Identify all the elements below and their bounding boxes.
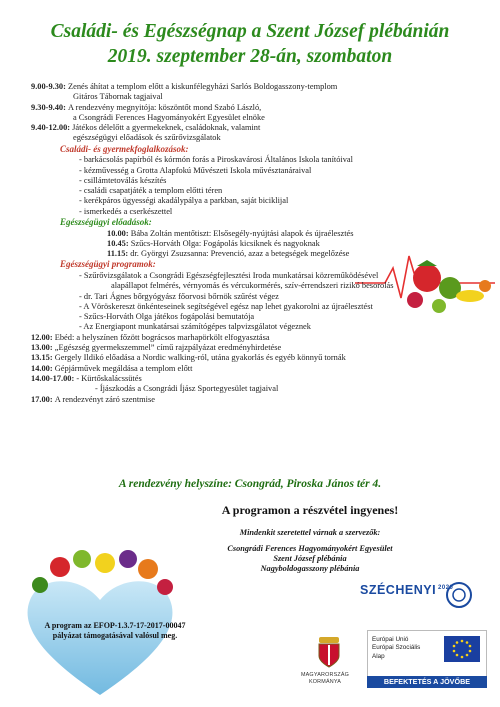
list-item: - kerékpáros ügyességi akadálypálya a parkban, saját biciklijal	[79, 196, 289, 206]
list-item: - Szűcs-Horváth Olga játékos fogápolási bemutatója	[79, 312, 255, 322]
program-time: 13.00:	[31, 343, 53, 353]
program-item	[31, 395, 486, 405]
program-time: 13.15:	[31, 353, 53, 363]
gov-line: KORMÁNYA	[308, 678, 342, 685]
program-text: A rendezvényt záró szentmise	[54, 394, 155, 404]
eu-flag-icon	[444, 636, 480, 662]
program-time: 9.30-9.40:	[31, 102, 66, 112]
list-item: - dr. Tari Ágnes bőrgyógyász főorvosi bőrnök szűrést végez	[79, 291, 279, 301]
list-item: - ismerkedés a cserkészettel	[79, 206, 173, 216]
list-item: - barkácsolás papírból és kórmón forás a Piroskavárosi Általános Iskola tanítóival	[79, 155, 353, 165]
program-text: Zenés áhítat a templom előtt a kiskunfélegyházi Sarlós Boldogasszony-templom	[67, 82, 338, 91]
program-text: Ebéd: a helyszínen főzött bográcsos marhapörkölt elfogyasztása	[54, 332, 270, 342]
program-time: 12.00:	[31, 332, 53, 342]
lecture-time: 10.00:	[107, 228, 129, 238]
program-item	[31, 343, 486, 353]
organizer: Nagyboldogasszony plébánia	[260, 564, 360, 574]
program-item	[31, 364, 486, 374]
szechenyi-year: 2020	[438, 584, 454, 591]
program-time: 14.00-17.00:	[31, 373, 75, 383]
section-heading-lectures: Egészségügyi előadások:	[60, 217, 152, 228]
program-time: 9.00-9.30:	[31, 82, 66, 91]
list-item: - kézművesség a Grotta Alapfokú Művészeti Iskola művésztanáraival	[79, 165, 312, 175]
lecture-text: Bába Zoltán mentőtiszt: Elsősegély-nyújtási alapok és újraélesztés	[130, 228, 354, 238]
lecture-item	[31, 239, 486, 249]
program-text: A rendezvény megnyitója: köszöntőt mond Szabó László,	[67, 102, 262, 112]
event-location: A rendezvény helyszíne: Csongrád, Piroska János tér 4.	[118, 478, 382, 490]
event-title: Családi- és Egészségnap a Szent József plébánián	[50, 21, 450, 42]
welcome-text: Mindenkit szeretettel várnak a szervezők:	[239, 528, 381, 537]
event-date: 2019. szeptember 28-án, szombaton	[107, 46, 393, 67]
list-item: - Szűrővizsgálatok a Csongrádi Egészségfejlesztési Iroda munkatársai közreműködésével	[79, 270, 379, 280]
program-list	[31, 82, 486, 405]
program-item	[31, 123, 486, 133]
program-text: Gitáros Tábornak tagjaival	[73, 92, 163, 102]
eu-text	[372, 636, 420, 661]
szechenyi-logo	[360, 583, 453, 597]
lecture-text: dr. Györgyi Zsuzsanna: Prevenció, azaz a betegségek megelőzése	[130, 249, 350, 259]
government-logo-text	[290, 672, 360, 685]
list-item: - családi csapatjáték a templom előtti téren	[79, 186, 223, 196]
section-heading-health: Egészségügyi programok:	[60, 259, 156, 270]
program-text: a Csongrádi Ferences Hagyományokért Egyesület elnöke	[73, 112, 265, 122]
eu-line: Alap	[372, 652, 385, 660]
program-item	[31, 333, 486, 343]
eu-line: Európai Szociális	[372, 644, 421, 652]
eu-line: Európai Unió	[372, 636, 409, 643]
lecture-time: 10.45:	[107, 238, 129, 248]
list-item: - A Vöröskereszt önkénteseinek segítségével egész nap lehet gyakorolni az újraélesztést	[79, 301, 373, 311]
program-item	[31, 103, 486, 113]
program-text: Gergely Ildikó előadása a Nordic walking-ról, utána gyakorlás és egyéb könnyű tornák	[54, 353, 346, 363]
program-text: - Kürtőskalácssütés	[76, 373, 142, 383]
program-item	[31, 374, 486, 384]
section-heading-family: Családi- és gyermekfoglalkozások:	[60, 143, 189, 154]
hungary-crest-icon	[316, 636, 342, 668]
program-text: - Íjászkodás a Csongrádi Íjász Sportegyesület tagjaival	[95, 384, 279, 394]
program-text: „Egészség gyermekszemmel” című rajzpályázat eredményhirdetése	[54, 343, 282, 353]
lecture-item	[31, 249, 486, 259]
szechenyi-circle-icon	[444, 580, 474, 610]
lecture-item	[31, 229, 486, 239]
free-entry-notice: A programon a részvétel ingyenes!	[221, 503, 399, 517]
program-time: 9.40-12.00:	[31, 123, 71, 133]
program-text: Gépjárművek megáldása a templom előtt	[54, 363, 193, 373]
list-item: - Az Energiapont munkatársai számítógépes talpvizsgálatot végeznek	[79, 322, 311, 332]
list-item: alapállapot felmérés, vérnyomás és vércukormérés, szív-érrendszeri rizikó besorolás	[111, 281, 394, 291]
program-time: 17.00:	[31, 394, 53, 404]
funding-notice: A program az EFOP-1.3.7-17-2017-00047 pályázat támogatásával valósul meg.	[44, 621, 186, 640]
eu-logo	[367, 630, 487, 680]
list-item: - csillámtetoválás készítés	[79, 175, 167, 185]
investment-band: BEFEKTETÉS A JÖVŐBE	[367, 676, 487, 688]
szechenyi-text: SZÉCHENYI	[360, 583, 437, 597]
organizer: Csongrádi Ferences Hagyományokért Egyesület	[227, 544, 393, 553]
lecture-time: 11.15:	[107, 249, 129, 259]
program-text: Játékos délelőtt a gyermekeknek, családoknak, valamint	[72, 123, 261, 133]
organizer: Szent József plébánia	[273, 554, 347, 564]
program-item	[31, 82, 486, 92]
lecture-text: Szűcs-Horváth Olga: Fogápolás kicsiknek és nagyoknak	[130, 238, 320, 248]
program-item	[31, 353, 486, 363]
program-text: egészségügyi előadások és szűrővizsgálatok	[73, 133, 221, 143]
gov-line: MAGYARORSZÁG	[300, 672, 350, 678]
program-time: 14.00:	[31, 363, 53, 373]
